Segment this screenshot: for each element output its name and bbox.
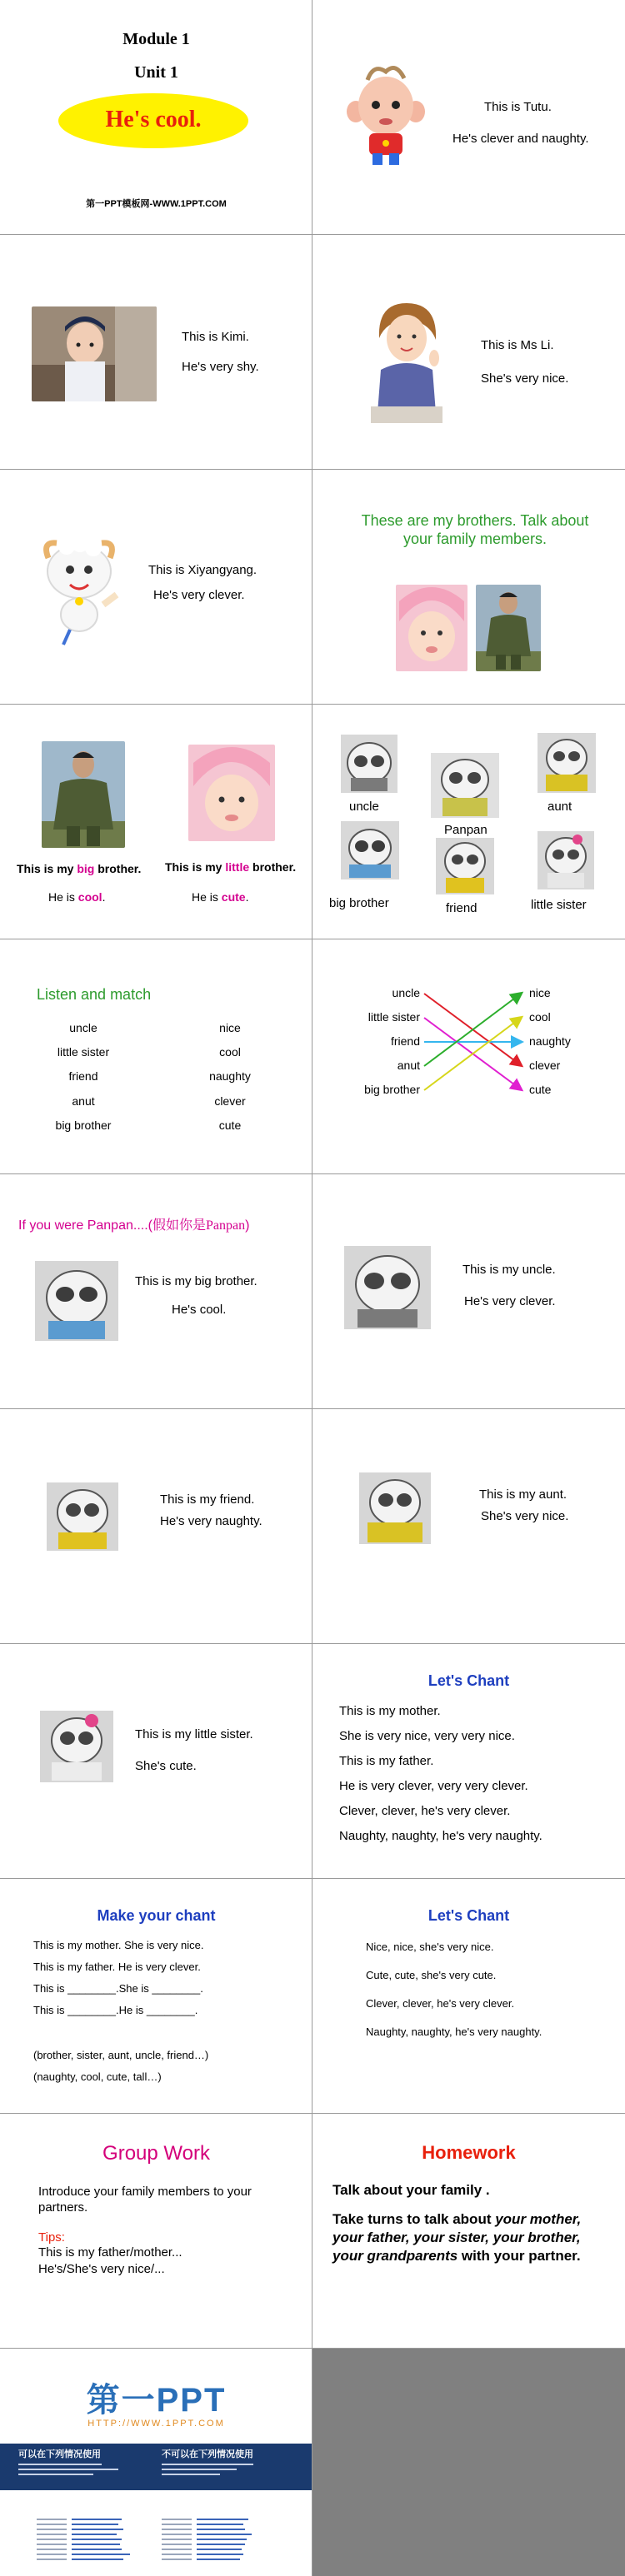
notice-text-lines bbox=[0, 2459, 312, 2576]
caption-line-2: He's clever and naughty. bbox=[452, 132, 589, 146]
chant-line-4: He is very clever, very very clever. bbox=[339, 1779, 528, 1793]
slide-title: Let's Chant bbox=[428, 1907, 510, 1924]
grid-divider bbox=[0, 1643, 625, 1644]
slide-14[interactable] bbox=[312, 1409, 625, 1643]
right-word-2: cool bbox=[529, 1010, 551, 1024]
slide-title: Group Work bbox=[102, 2142, 210, 2165]
slide-18[interactable] bbox=[312, 1879, 625, 2113]
sentence-start: He is bbox=[48, 890, 78, 904]
site-footer: 第一PPT模板网-WWW.1PPT.COM bbox=[86, 199, 227, 209]
right-word-5: cute bbox=[218, 1119, 242, 1132]
cool-sentence bbox=[48, 890, 105, 904]
allowed-heading: 可以在下列情况使用 bbox=[18, 2449, 101, 2459]
slide-4[interactable] bbox=[312, 235, 625, 469]
chant-line-1: Nice, nice, she's very nice. bbox=[366, 1941, 494, 1953]
left-word-4: anut bbox=[397, 1059, 420, 1072]
slide-20[interactable] bbox=[312, 2114, 625, 2348]
caption-line-2: He's very clever. bbox=[153, 588, 245, 602]
caption-line-1: This is Xiyangyang. bbox=[148, 563, 258, 577]
caption-line-1: This is my friend. bbox=[160, 1492, 255, 1507]
uncle-label: uncle bbox=[349, 800, 379, 814]
ms-li-cartoon-image bbox=[361, 296, 452, 430]
chant-line-4: Naughty, naughty, he's very naughty. bbox=[366, 2025, 542, 2038]
slide-title: Let's Chant bbox=[428, 1672, 510, 1689]
sentence-start: This is my bbox=[165, 860, 226, 874]
chant-line-3: This is ________.She is ________. bbox=[33, 1982, 203, 1995]
sentence-end: . bbox=[245, 890, 249, 904]
left-word-2: little sister bbox=[57, 1045, 110, 1059]
panpan-panda-image bbox=[431, 753, 499, 818]
tips-label: Tips: bbox=[38, 2230, 65, 2245]
right-word-4: clever bbox=[529, 1059, 561, 1072]
chant-line-2: Cute, cute, she's very cute. bbox=[366, 1969, 497, 1981]
slide-19[interactable] bbox=[0, 2114, 312, 2348]
slide-11[interactable] bbox=[0, 1174, 312, 1408]
slide-2[interactable] bbox=[312, 0, 625, 234]
grid-divider bbox=[0, 1878, 625, 1879]
chant-line-2: She is very nice, very very nice. bbox=[339, 1729, 515, 1743]
kimi-photo bbox=[32, 306, 157, 401]
highlight-word: big bbox=[77, 862, 95, 875]
slide-title: Listen and match bbox=[37, 986, 152, 1003]
grid-divider bbox=[0, 704, 625, 705]
left-word-3: friend bbox=[390, 1034, 420, 1048]
slide-title: Make your chant bbox=[97, 1907, 216, 1924]
little-sister-panda-image bbox=[538, 831, 594, 889]
forbidden-heading: 不可以在下列情况使用 bbox=[162, 2449, 253, 2459]
caption-line-1: This is Ms Li. bbox=[481, 338, 554, 352]
aunt-label: aunt bbox=[548, 800, 572, 814]
little-brother-sentence bbox=[165, 860, 296, 874]
tip-line-2: He's/She's very nice/... bbox=[38, 2262, 165, 2276]
caption-line-2: She's very nice. bbox=[481, 1509, 569, 1523]
match-arrows bbox=[312, 939, 625, 1173]
friend-panda-image bbox=[436, 838, 494, 894]
big-brother-panda-image bbox=[341, 821, 399, 879]
left-word-1: uncle bbox=[69, 1021, 98, 1034]
chant-line-3: This is my father. bbox=[339, 1754, 434, 1768]
right-word-1: nice bbox=[219, 1021, 241, 1034]
caption-line-1: This is Tutu. bbox=[484, 100, 552, 114]
left-word-5: big brother bbox=[55, 1119, 112, 1132]
xiyangyang-cartoon-image bbox=[33, 525, 125, 650]
sentence-end: . bbox=[102, 890, 106, 904]
soldier-photo bbox=[476, 585, 541, 671]
slide-5[interactable] bbox=[0, 470, 312, 704]
chant-line-2: This is my father. He is very clever. bbox=[33, 1961, 201, 1973]
aunt-panda-image bbox=[359, 1472, 431, 1544]
caption-line-1: This is my uncle. bbox=[462, 1263, 556, 1277]
slide-6[interactable] bbox=[312, 470, 625, 704]
right-word-3: naughty bbox=[209, 1069, 251, 1083]
slide-1[interactable] bbox=[0, 0, 312, 234]
grid-divider bbox=[0, 469, 625, 470]
slide-7[interactable] bbox=[0, 705, 312, 939]
slide-title bbox=[18, 1214, 249, 1233]
caption-line-1: This is my little sister. bbox=[135, 1727, 253, 1741]
caption-line-2: He's very naughty. bbox=[160, 1514, 262, 1528]
cute-sentence bbox=[192, 890, 248, 904]
uncle-panda-image bbox=[344, 1246, 431, 1329]
word-hint-1: (brother, sister, aunt, uncle, friend…) bbox=[33, 2049, 209, 2061]
title-end: ) bbox=[245, 1218, 250, 1233]
sentence-start: He is bbox=[192, 890, 222, 904]
caption-line-1: This is my aunt. bbox=[479, 1487, 568, 1502]
slide-16[interactable] bbox=[312, 1644, 625, 1878]
big-brother-sentence bbox=[17, 862, 141, 875]
caption-line-2: He's cool. bbox=[172, 1303, 227, 1317]
baby-photo bbox=[396, 585, 468, 671]
unit-label: Unit 1 bbox=[134, 63, 178, 82]
left-word-1: uncle bbox=[392, 986, 420, 999]
caption-line-2: She's cute. bbox=[135, 1759, 197, 1773]
chant-line-1: This is my mother. She is very nice. bbox=[33, 1939, 204, 1951]
friend-label: friend bbox=[446, 901, 478, 915]
homework-line-2 bbox=[332, 2210, 612, 2265]
chant-line-3: Clever, clever, he's very clever. bbox=[366, 1997, 515, 2010]
baby-photo bbox=[188, 745, 275, 841]
slide-9[interactable] bbox=[0, 939, 312, 1173]
grid-divider bbox=[0, 1408, 625, 1409]
homework-line-2-start: Take turns to talk about bbox=[332, 2211, 496, 2227]
right-word-4: clever bbox=[214, 1094, 246, 1108]
slide-17[interactable] bbox=[0, 1879, 312, 2113]
caption-line-2: He's very clever. bbox=[464, 1294, 556, 1308]
chant-line-5: Clever, clever, he's very clever. bbox=[339, 1804, 511, 1818]
slide-8[interactable] bbox=[312, 705, 625, 939]
chant-line-1: This is my mother. bbox=[339, 1704, 441, 1718]
caption-line-2: She's very nice. bbox=[481, 371, 569, 386]
sentence-start: This is my bbox=[17, 862, 78, 875]
grid-divider bbox=[0, 234, 625, 235]
highlight-word: cute bbox=[221, 890, 246, 904]
left-word-4: anut bbox=[72, 1094, 95, 1108]
word-hint-2: (naughty, cool, cute, tall…) bbox=[33, 2070, 162, 2083]
slide-10[interactable] bbox=[312, 939, 625, 1173]
tutu-cartoon-image bbox=[344, 60, 428, 168]
left-word-2: little sister bbox=[368, 1010, 420, 1024]
slide-3[interactable] bbox=[0, 235, 312, 469]
left-word-5: big brother bbox=[364, 1083, 420, 1096]
right-word-1: nice bbox=[529, 986, 551, 999]
sentence-end: brother. bbox=[249, 860, 297, 874]
highlight-word: little bbox=[225, 860, 250, 874]
module-label: Module 1 bbox=[122, 30, 190, 48]
homework-line-1: Talk about your family . bbox=[332, 2182, 490, 2198]
big-brother-label: big brother bbox=[329, 896, 389, 910]
grid-divider bbox=[0, 2348, 625, 2349]
caption-line-1: This is Kimi. bbox=[182, 330, 249, 344]
little-sister-panda-image bbox=[40, 1711, 113, 1782]
panpan-label: Panpan bbox=[444, 823, 488, 837]
friend-panda-image bbox=[47, 1482, 118, 1551]
slide-title: Homework bbox=[422, 2142, 516, 2163]
slide-21[interactable] bbox=[0, 2349, 312, 2576]
big-brother-panda-image bbox=[35, 1261, 118, 1341]
caption-line-1: This is my big brother. bbox=[135, 1274, 258, 1288]
uncle-panda-image bbox=[341, 735, 398, 793]
right-word-3: naughty bbox=[529, 1034, 571, 1048]
instruction-text: Introduce your family members to your partners. bbox=[38, 2185, 252, 2215]
highlight-word: cool bbox=[78, 890, 102, 904]
homework-line-2-end: with your partner. bbox=[458, 2248, 581, 2264]
grid-divider bbox=[0, 1173, 625, 1174]
tip-line-1: This is my father/mother... bbox=[38, 2245, 182, 2260]
grid-divider bbox=[0, 2113, 625, 2114]
slide-13[interactable] bbox=[0, 1409, 312, 1643]
slide-title: These are my brothers. Talk about your family members. bbox=[361, 512, 589, 547]
brand-url: HTTP://WWW.1PPT.COM bbox=[88, 2419, 225, 2429]
slide-title: He's cool. bbox=[105, 107, 202, 132]
left-word-3: friend bbox=[68, 1069, 98, 1083]
aunt-panda-image bbox=[538, 733, 596, 793]
slide-12[interactable] bbox=[312, 1174, 625, 1408]
title-chinese: 假如你是Panpan bbox=[152, 1218, 246, 1233]
chant-line-6: Naughty, naughty, he's very naughty. bbox=[339, 1829, 542, 1843]
chant-line-4: This is ________.He is ________. bbox=[33, 2004, 198, 2016]
brand-logo: 第一PPT bbox=[86, 2382, 227, 2419]
sentence-end: brother. bbox=[94, 862, 142, 875]
caption-line-2: He's very shy. bbox=[182, 360, 259, 374]
soldier-photo bbox=[42, 741, 125, 848]
title-start: If you were Panpan....( bbox=[18, 1218, 152, 1233]
homework-line-2-italic: your mother, your father, your sister, your brother, your grandparents bbox=[332, 2211, 582, 2264]
slide-15[interactable] bbox=[0, 1644, 312, 1878]
right-word-5: cute bbox=[529, 1083, 552, 1096]
right-word-2: cool bbox=[219, 1045, 241, 1059]
empty-gray-panel bbox=[312, 2349, 625, 2576]
little-sister-label: little sister bbox=[531, 898, 587, 912]
